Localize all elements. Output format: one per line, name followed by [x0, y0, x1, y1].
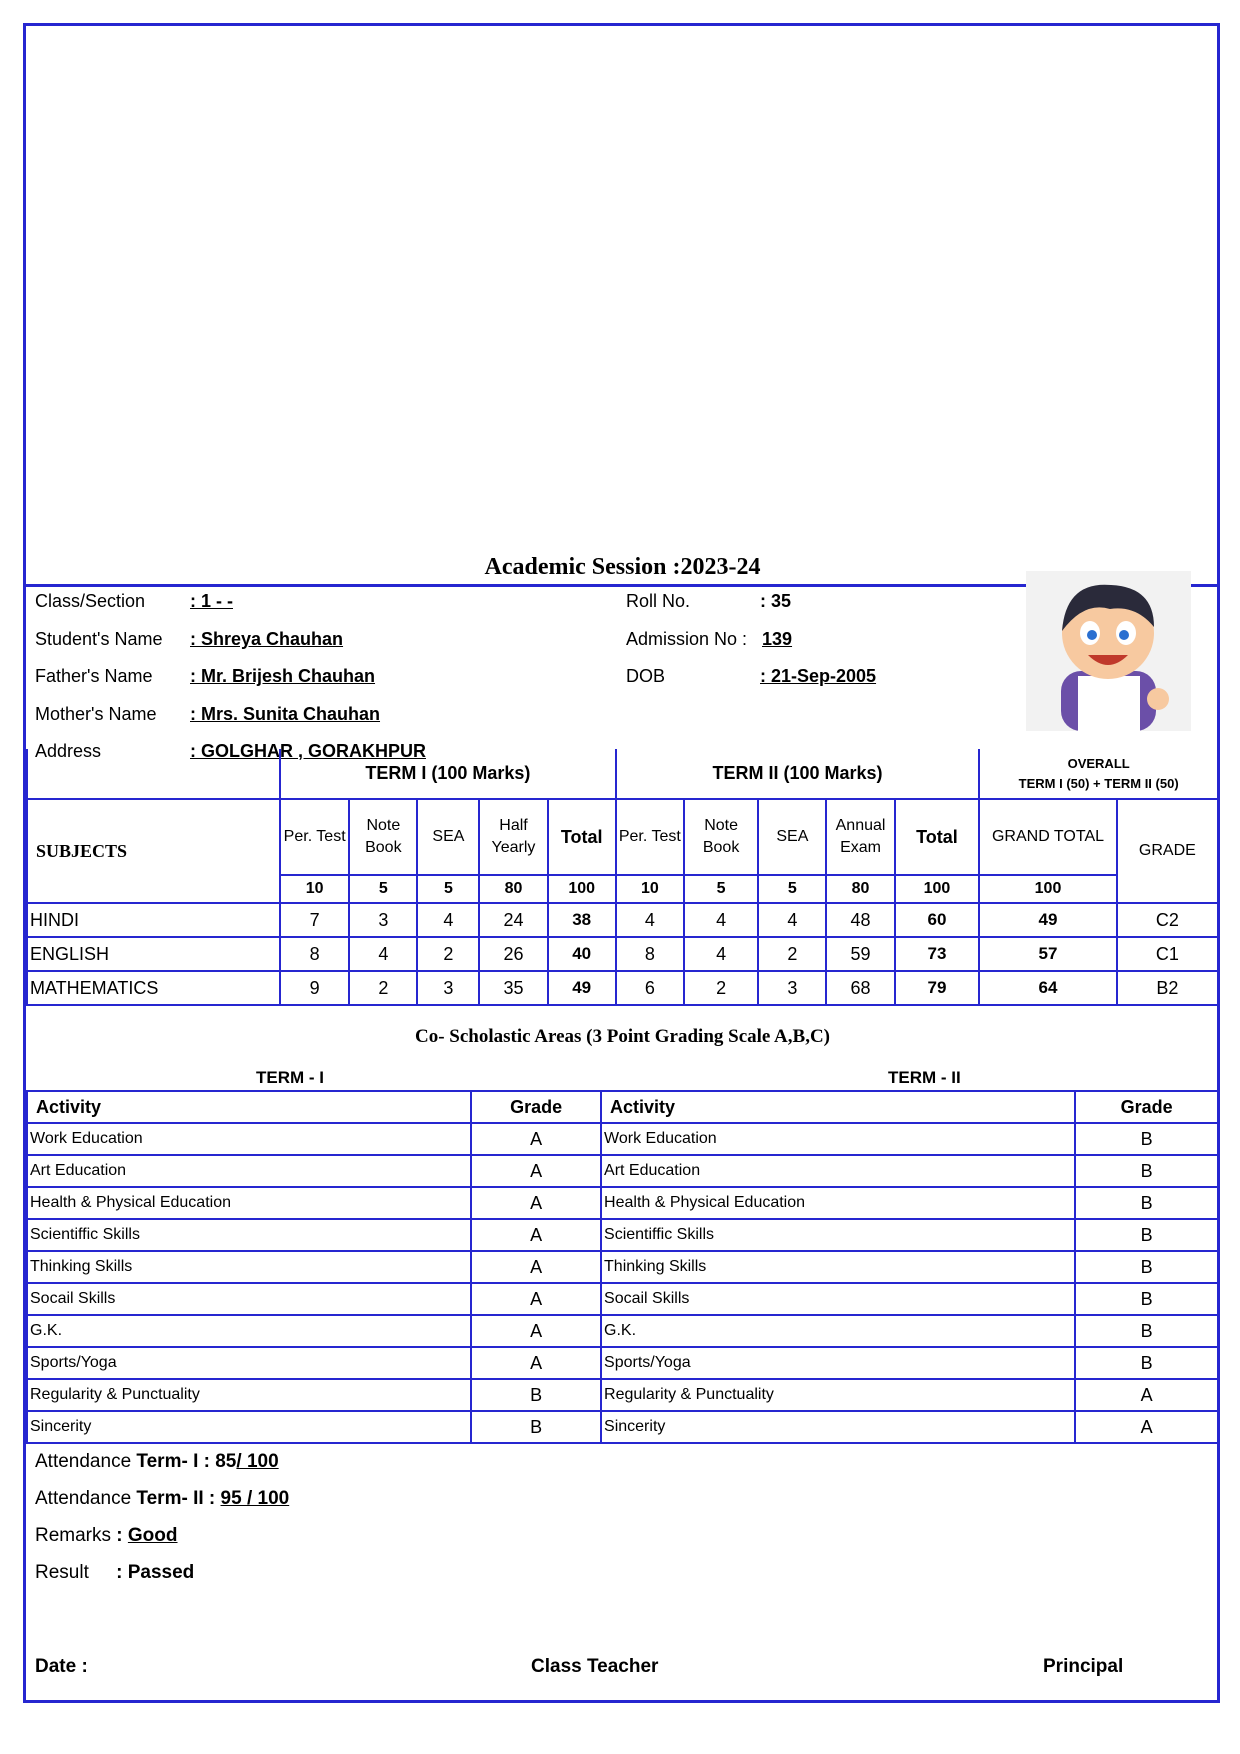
grade-cell: A [471, 1251, 601, 1283]
col-grade: GRADE [1117, 799, 1218, 903]
activity-name: Work Education [27, 1123, 471, 1155]
remarks [35, 1525, 178, 1547]
activity-name: Health & Physical Education [601, 1187, 1075, 1219]
activity-name: Art Education [27, 1155, 471, 1187]
grade-cell: B [1075, 1219, 1218, 1251]
admission-value: 139 [762, 629, 793, 649]
grade-cell: A [471, 1315, 601, 1347]
grade-cell: A [471, 1347, 601, 1379]
max-mark: 5 [684, 875, 758, 903]
session-title: Academic Session :2023-24 [484, 554, 761, 580]
max-mark: 10 [280, 875, 349, 903]
grade-cell: B2 [1117, 971, 1218, 1005]
grand-total-cell: 57 [979, 937, 1116, 971]
address-label: Address [35, 741, 102, 761]
activity-name: Scientiffic Skills [27, 1219, 471, 1251]
name-value: : Shreya Chauhan [190, 629, 344, 649]
activity-name: Socail Skills [27, 1283, 471, 1315]
max-mark: 5 [758, 875, 826, 903]
class-label: Class/Section [35, 591, 146, 611]
activity-name: Work Education [601, 1123, 1075, 1155]
attendance-term1 [35, 1451, 279, 1473]
total-cell: 79 [895, 971, 980, 1005]
mark-cell: 4 [349, 937, 417, 971]
grade-cell: B [1075, 1347, 1218, 1379]
admission-label: Admission No : [626, 629, 748, 649]
overall-header: OVERALL [1067, 755, 1130, 771]
attendance-term2-label: Term- II : [136, 1488, 216, 1509]
max-mark: 80 [826, 875, 894, 903]
attendance-label: Attendance [35, 1488, 132, 1509]
col-note-book: Note Book [349, 799, 417, 875]
name-label: Student's Name [35, 629, 163, 649]
mother-label: Mother's Name [35, 704, 157, 724]
col-total: Total [548, 799, 616, 875]
grade-cell: B [1075, 1315, 1218, 1347]
mark-cell: 4 [417, 903, 479, 937]
father-label: Father's Name [35, 666, 153, 686]
activity-header-2: Activity [601, 1091, 1075, 1123]
grade-cell: A [1075, 1411, 1218, 1443]
table-row [27, 903, 1218, 937]
co-term1-label: TERM - I [256, 1068, 324, 1087]
class-teacher-label: Class Teacher [531, 1656, 659, 1677]
activity-name: Socail Skills [601, 1283, 1075, 1315]
overall-subheader: TERM I (50) + TERM II (50) [1018, 775, 1179, 791]
mark-cell: 59 [826, 937, 894, 971]
activity-name: G.K. [601, 1315, 1075, 1347]
max-mark: 100 [895, 875, 980, 903]
subject-name: HINDI [27, 903, 280, 937]
subject-name: ENGLISH [27, 937, 280, 971]
grade-header: Grade [471, 1091, 601, 1123]
attendance-term1-label: Term- I : 85 [136, 1451, 237, 1472]
mark-cell: 6 [616, 971, 684, 1005]
dob-value: : 21-Sep-2005 [760, 666, 877, 686]
father-value: : Mr. Brijesh Chauhan [190, 666, 376, 686]
grade-header-2: Grade [1075, 1091, 1218, 1123]
activity-name: G.K. [27, 1315, 471, 1347]
grade-cell: B [1075, 1123, 1218, 1155]
col-sea: SEA [417, 799, 479, 875]
col-annual-exam: Annual Exam [826, 799, 894, 875]
result-value: : Passed [116, 1562, 195, 1583]
mark-cell: 48 [826, 903, 894, 937]
table-row [27, 1411, 1218, 1443]
co-term2-label: TERM - II [888, 1068, 961, 1087]
mark-cell: 4 [758, 903, 826, 937]
col-per-test-2: Per. Test [616, 799, 684, 875]
table-row [27, 1379, 1218, 1411]
table-row [27, 1187, 1218, 1219]
grade-cell: A [471, 1123, 601, 1155]
total-cell: 73 [895, 937, 980, 971]
activity-name: Sincerity [601, 1411, 1075, 1443]
activity-name: Sincerity [27, 1411, 471, 1443]
total-cell: 60 [895, 903, 980, 937]
table-row [27, 1123, 1218, 1155]
mark-cell: 2 [349, 971, 417, 1005]
mark-cell: 3 [758, 971, 826, 1005]
mark-cell: 8 [616, 937, 684, 971]
remarks-label: Remarks [35, 1525, 112, 1546]
result-label: Result [35, 1562, 89, 1583]
mark-cell: 4 [684, 937, 758, 971]
dob-label: DOB [626, 666, 666, 686]
table-row [27, 1283, 1218, 1315]
max-mark: 100 [979, 875, 1116, 903]
grade-cell: C2 [1117, 903, 1218, 937]
mother-value: : Mrs. Sunita Chauhan [190, 704, 381, 724]
roll-label: Roll No. [626, 591, 691, 611]
mark-cell: 4 [616, 903, 684, 937]
col-grand-total: GRAND TOTAL [979, 799, 1116, 875]
grade-cell: A [471, 1155, 601, 1187]
mark-cell: 35 [479, 971, 547, 1005]
grade-cell: A [471, 1219, 601, 1251]
table-row [27, 937, 1218, 971]
mark-cell: 9 [280, 971, 349, 1005]
activity-name: Health & Physical Education [27, 1187, 471, 1219]
grade-cell: A [1075, 1379, 1218, 1411]
max-mark: 10 [616, 875, 684, 903]
table-row [27, 1155, 1218, 1187]
col-half-yearly: Half Yearly [479, 799, 547, 875]
mark-cell: 8 [280, 937, 349, 971]
max-mark: 80 [479, 875, 547, 903]
mark-cell: 3 [349, 903, 417, 937]
attendance-term2 [35, 1488, 289, 1510]
term1-header: TERM I (100 Marks) [280, 749, 616, 799]
report-card-frame [23, 23, 1220, 1703]
address-value: : GOLGHAR , GORAKHPUR [190, 741, 426, 761]
table-row [27, 1315, 1218, 1347]
activity-name: Scientiffic Skills [601, 1219, 1075, 1251]
activity-header: Activity [27, 1091, 471, 1123]
co-scholastic-title: Co- Scholastic Areas (3 Point Grading Scale A,B,C) [414, 1026, 830, 1047]
col-sea-2: SEA [758, 799, 826, 875]
grade-cell: A [471, 1187, 601, 1219]
mark-cell: 4 [684, 903, 758, 937]
date-label: Date : [35, 1656, 88, 1677]
activity-name: Thinking Skills [27, 1251, 471, 1283]
grade-cell: B [1075, 1187, 1218, 1219]
mark-cell: 2 [758, 937, 826, 971]
col-total-2: Total [895, 799, 980, 875]
activity-name: Regularity & Punctuality [27, 1379, 471, 1411]
table-row [27, 971, 1218, 1005]
class-value: : 1 - - [190, 591, 233, 611]
grade-cell: B [1075, 1155, 1218, 1187]
table-row [27, 1347, 1218, 1379]
grade-cell: C1 [1117, 937, 1218, 971]
activity-name: Thinking Skills [601, 1251, 1075, 1283]
mark-cell: 7 [280, 903, 349, 937]
activity-name: Regularity & Punctuality [601, 1379, 1075, 1411]
attendance-term2-value: 95 / 100 [220, 1488, 290, 1509]
max-mark: 5 [417, 875, 479, 903]
col-per-test: Per. Test [280, 799, 349, 875]
subject-name: MATHEMATICS [27, 971, 280, 1005]
grand-total-cell: 49 [979, 903, 1116, 937]
table-row [27, 1219, 1218, 1251]
subjects-header: SUBJECTS [27, 799, 280, 903]
remarks-colon: : [116, 1525, 123, 1546]
term2-header: TERM II (100 Marks) [616, 749, 980, 799]
total-cell: 40 [548, 937, 616, 971]
remarks-value: Good [127, 1525, 178, 1546]
mark-cell: 2 [417, 937, 479, 971]
attendance-label: Attendance [35, 1451, 132, 1472]
mark-cell: 26 [479, 937, 547, 971]
col-note-book-2: Note Book [684, 799, 758, 875]
activity-name: Sports/Yoga [27, 1347, 471, 1379]
student-photo [1026, 571, 1191, 731]
total-cell: 38 [548, 903, 616, 937]
mark-cell: 3 [417, 971, 479, 1005]
co-scholastic-table [26, 1090, 1219, 1444]
grade-cell: B [471, 1411, 601, 1443]
mark-cell: 2 [684, 971, 758, 1005]
activity-name: Art Education [601, 1155, 1075, 1187]
max-mark: 5 [349, 875, 417, 903]
mark-cell: 24 [479, 903, 547, 937]
table-row [27, 1251, 1218, 1283]
grade-cell: A [471, 1283, 601, 1315]
total-cell: 49 [548, 971, 616, 1005]
grade-cell: B [1075, 1251, 1218, 1283]
attendance-term1-value: / 100 [236, 1451, 279, 1472]
marks-table [26, 749, 1219, 1006]
mark-cell: 68 [826, 971, 894, 1005]
max-mark: 100 [548, 875, 616, 903]
result [35, 1562, 194, 1584]
principal-label: Principal [1043, 1656, 1124, 1677]
grade-cell: B [471, 1379, 601, 1411]
roll-value: : 35 [760, 591, 792, 611]
activity-name: Sports/Yoga [601, 1347, 1075, 1379]
grade-cell: B [1075, 1283, 1218, 1315]
grand-total-cell: 64 [979, 971, 1116, 1005]
